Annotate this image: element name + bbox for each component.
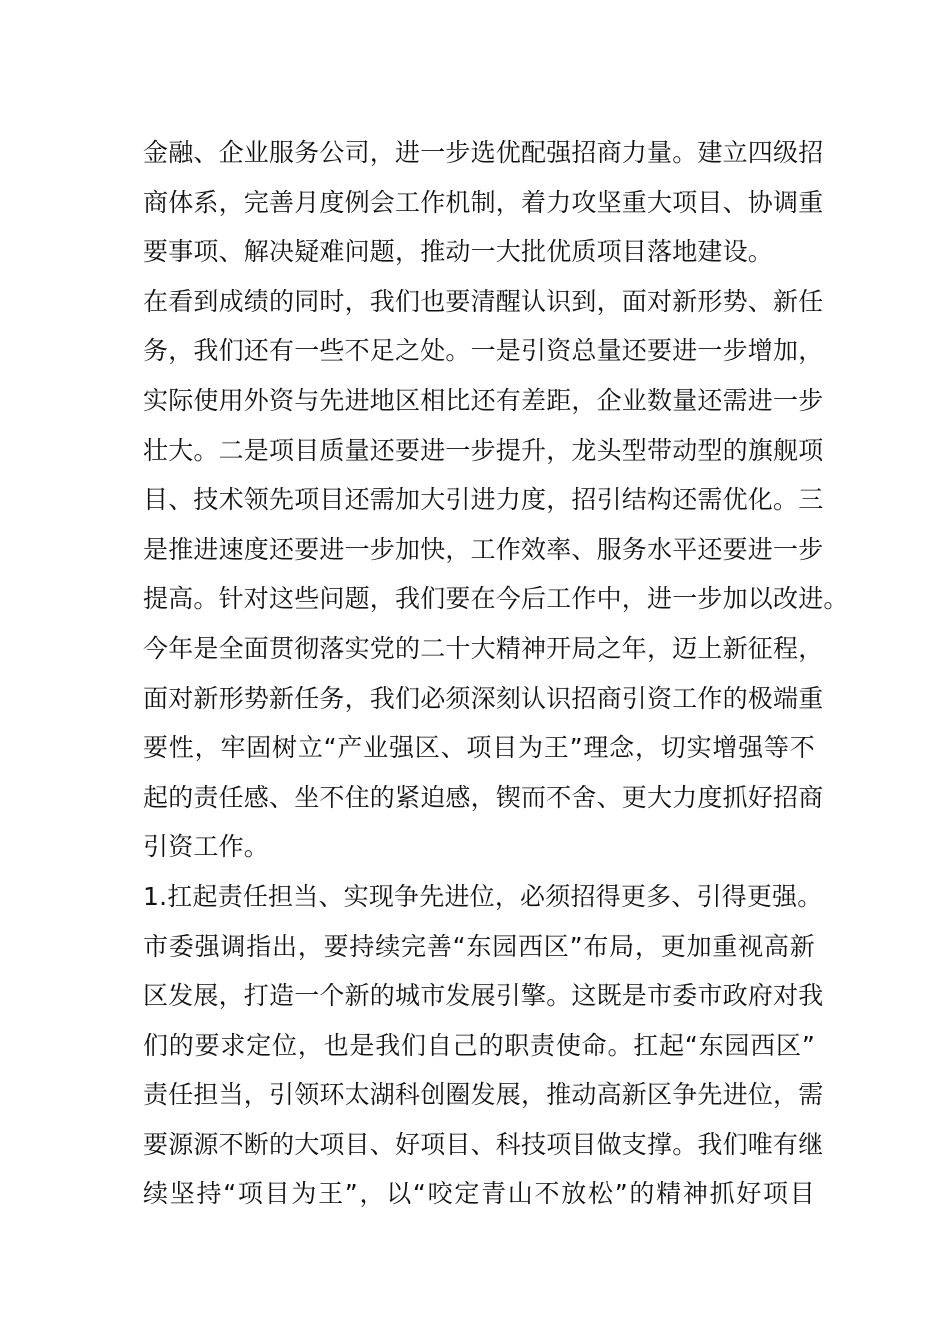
text-line: 务，我们还有一些不足之处。一是引资总量还要进一步增加， — [143, 336, 824, 366]
text-line: 壮大。二是项目质量还要进一步提升，龙头型带动型的旗舰项 — [143, 435, 824, 465]
text-line: 们的要求定位，也是我们自己的职责使命。扛起“东园西区” — [143, 1030, 815, 1060]
text-line: 今年是全面贯彻落实党的二十大精神开局之年，迈上新征程， — [143, 633, 824, 663]
text-line: 起的责任感、坐不住的紧迫感，锲而不舍、更大力度抓好招商 — [143, 782, 824, 812]
text-line: 金融、企业服务公司，进一步选优配强招商力量。建立四级招 — [143, 138, 824, 167]
text-line: 责任担当，引领环太湖科创圈发展，推动高新区争先进位，需 — [143, 1080, 824, 1110]
text-line: 要事项、解决疑难问题，推动一大批优质项目落地建设。 — [143, 237, 774, 267]
text-line: 引资工作。 — [143, 832, 270, 862]
text-line: 要源源不断的大项目、好项目、科技项目做支撑。我们唯有继 — [143, 1129, 824, 1159]
text-line: 区发展，打造一个新的城市发展引擎。这既是市委市政府对我 — [143, 981, 824, 1011]
text-line: 实际使用外资与先进地区相比还有差距，企业数量还需进一步 — [143, 385, 824, 415]
text-line: 1.扛起责任担当、实现争先进位，必须招得更多、引得更强。 — [143, 881, 823, 911]
document-body — [143, 128, 849, 1219]
text-line: 要性，牢固树立“产业强区、项目为王”理念，切实增强等不 — [143, 733, 815, 763]
text-line: 在看到成绩的同时，我们也要清醒认识到，面对新形势、新任 — [143, 286, 824, 316]
text-line: 续坚持“项目为王”，以“咬定青山不放松”的精神抓好项目 — [143, 1179, 815, 1209]
text-line: 提高。针对这些问题，我们要在今后工作中，进一步加以改进。 — [143, 584, 849, 614]
text-line: 商体系，完善月度例会工作机制，着力攻坚重大项目、协调重 — [143, 187, 824, 217]
text-line: 面对新形势新任务，我们必须深刻认识招商引资工作的极端重 — [143, 683, 824, 713]
text-line: 是推进速度还要进一步加快，工作效率、服务水平还要进一步 — [143, 534, 824, 564]
text-line: 市委强调指出，要持续完善“东园西区”布局，更加重视高新 — [143, 931, 815, 961]
text-line: 目、技术领先项目还需加大引进力度，招引结构还需优化。三 — [143, 485, 824, 515]
